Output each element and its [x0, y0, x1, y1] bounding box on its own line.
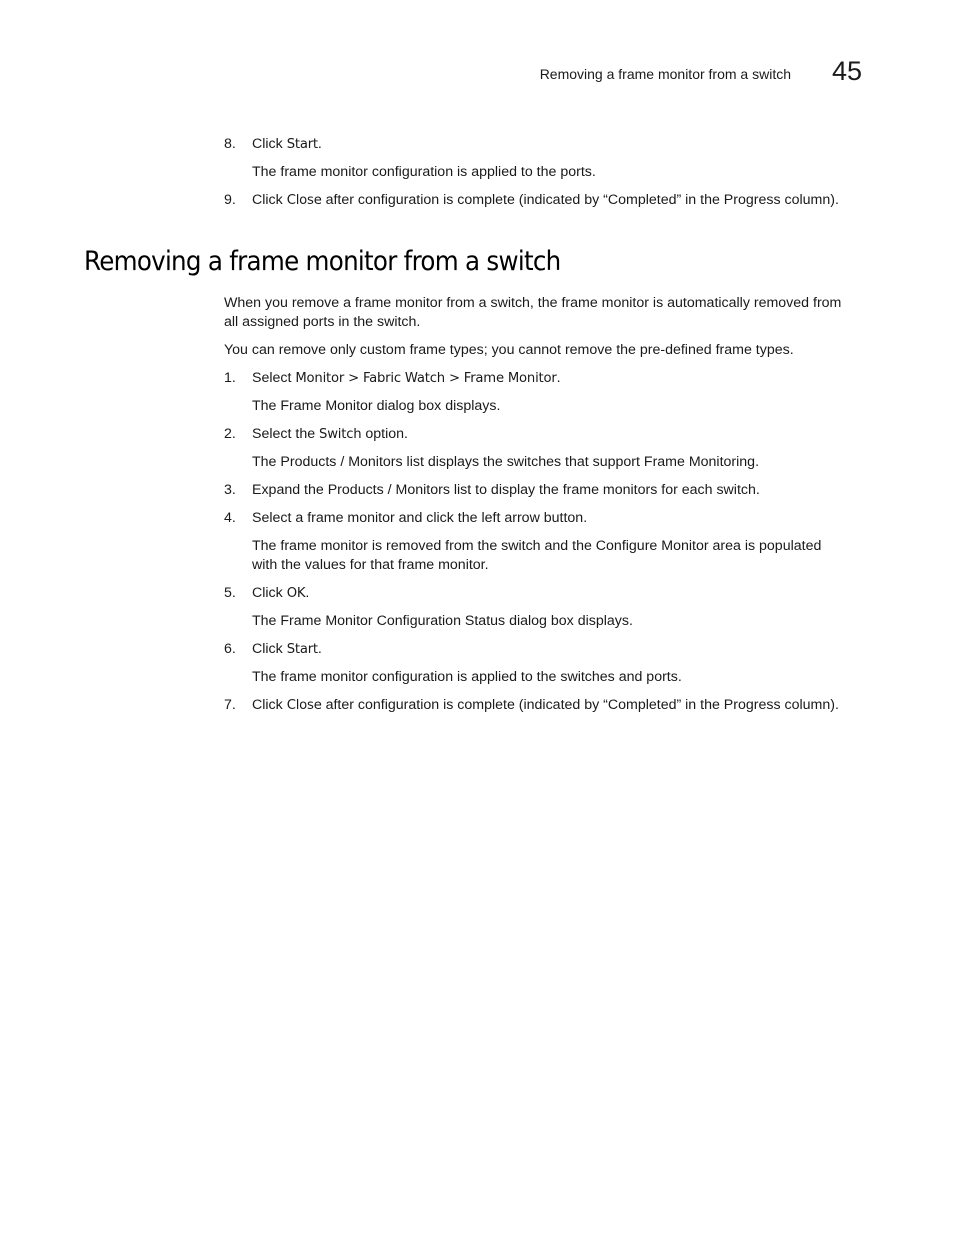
step-8: 8. Click Start. [224, 136, 322, 152]
page-header [0, 56, 954, 92]
step-4-result-line-2: with the values for that frame monitor. [252, 557, 489, 573]
step-6-result: The frame monitor configuration is applied to the switches and ports. [252, 669, 682, 685]
ui-term-start: Start [286, 642, 318, 657]
step-5-result: The Frame Monitor Configuration Status dialog box displays. [252, 613, 633, 629]
section-heading: Removing a frame monitor from a switch [84, 246, 561, 277]
chapter-number: 45 [832, 56, 863, 86]
running-title: Removing a frame monitor from a switch [539, 66, 791, 82]
ui-term-close: Close [286, 698, 322, 713]
step-5: 5. Click OK. [224, 585, 310, 601]
step-6: 6. Click Start. [224, 641, 322, 657]
ui-term-ok: OK [286, 586, 306, 601]
step-9: 9. Click Close after configuration is complete (indicated by “Completed” in the Progress column). [224, 192, 839, 208]
section-note: You can remove only custom frame types; you cannot remove the pre-defined frame types. [224, 342, 794, 358]
ui-term-close: Close [286, 193, 322, 208]
step-4: 4. Select a frame monitor and click the left arrow button. [224, 510, 588, 526]
step-2: 2. Select the Switch option. [224, 426, 408, 442]
step-1-result: The Frame Monitor dialog box displays. [252, 398, 501, 414]
step-8-result: The frame monitor configuration is applied to the ports. [252, 164, 596, 180]
ui-term-menu-path: Monitor > Fabric Watch > Frame Monitor [295, 371, 557, 386]
step-4-result-line-1: The frame monitor is removed from the switch and the Configure Monitor area is populated [252, 538, 822, 554]
step-7: 7. Click Close after configuration is complete (indicated by “Completed” in the Progress column). [224, 697, 839, 713]
ui-term-switch: Switch [319, 427, 362, 442]
ui-term-start: Start [286, 137, 318, 152]
step-2-result: The Products / Monitors list displays the switches that support Frame Monitoring. [252, 454, 760, 470]
intro-line-1: When you remove a frame monitor from a switch, the frame monitor is automatically removed from [224, 295, 842, 311]
step-3: 3. Expand the Products / Monitors list to display the frame monitors for each switch. [224, 482, 760, 498]
intro-line-2: all assigned ports in the switch. [224, 314, 421, 330]
step-1: 1. Select Monitor > Fabric Watch > Frame Monitor. [224, 370, 561, 386]
